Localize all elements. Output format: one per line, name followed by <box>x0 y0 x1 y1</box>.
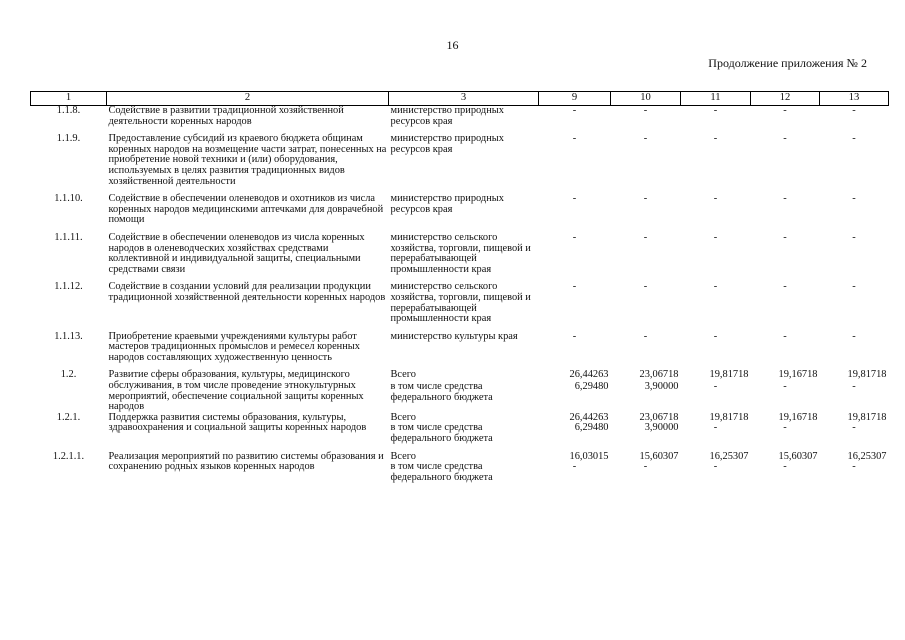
value-cell: 23,06718 <box>639 411 679 423</box>
value-cell: 15,60307 <box>639 450 679 462</box>
value-cell: - <box>643 330 648 342</box>
value-cell: - <box>852 422 856 434</box>
col-header: 13 <box>820 92 889 106</box>
item-responsible: министерство сельского хозяйства, торговли, пищевой и перерабатывающей промышленности края <box>390 281 531 325</box>
item-responsible: министерство сельского хозяйства, торговли, пищевой и перерабатывающей промышленности края <box>390 231 531 275</box>
value-cell: - <box>852 381 856 393</box>
value-cell: - <box>713 330 718 342</box>
table-header-row <box>31 92 889 106</box>
item-number: 1.1.11. <box>54 231 83 243</box>
item-responsible: министерство природных ресурсов края <box>390 105 504 127</box>
value-cell: - <box>852 105 856 116</box>
value-cell: - <box>713 381 718 393</box>
col-header: 9 <box>539 92 611 106</box>
value-cell: - <box>713 193 718 205</box>
value-cell: - <box>643 231 648 243</box>
value-cell: - <box>572 231 577 243</box>
value-cell: 16,25307 <box>709 450 749 462</box>
value-cell: 19,81718 <box>709 411 749 423</box>
item-responsible: Всего <box>390 369 416 381</box>
item-number: 1.2.1. <box>56 411 81 423</box>
item-responsible: министерство культуры края <box>390 330 518 342</box>
value-cell: - <box>852 330 856 342</box>
value-cell: - <box>783 231 787 243</box>
value-cell: - <box>713 231 718 243</box>
item-description: Содействие в развитии традиционной хозяйственной деятельности коренных народов <box>108 105 344 127</box>
item-number: 1.1.9. <box>56 133 81 145</box>
value-cell: 19,16718 <box>778 411 818 423</box>
item-description: Содействие в обеспечении оленеводов и охотников из числа коренных народов медицинскими аптечками для доврачебной помощи <box>108 193 384 226</box>
value-cell: - <box>713 422 718 434</box>
value-cell: - <box>643 461 648 473</box>
value-cell: - <box>572 133 577 145</box>
table-row <box>31 332 889 371</box>
item-number: 1.1.13. <box>54 330 83 342</box>
value-cell: - <box>783 105 787 116</box>
item-description: Реализация мероприятий по развитию системы образования и сохранению родных языков коренных народов <box>108 450 384 473</box>
value-cell: 3,90000 <box>644 381 679 393</box>
value-cell: 23,06718 <box>639 369 679 381</box>
item-number: 1.2. <box>60 369 77 381</box>
item-sub-responsible: в том числе средства федерального бюджета <box>390 422 493 445</box>
program-table <box>30 91 889 483</box>
col-header: 11 <box>681 92 751 106</box>
item-description: Содействие в обеспечении оленеводов из числа коренных народов в оленеводческих хозяйствах средствами коллективной и индивидуальной защиты, специальными средствами связи <box>108 231 365 275</box>
value-cell: 16,03015 <box>569 450 609 462</box>
value-cell: 15,60307 <box>778 450 818 462</box>
col-header: 10 <box>611 92 681 106</box>
value-cell: - <box>643 281 648 293</box>
col-header: 3 <box>389 92 539 106</box>
value-cell: - <box>643 193 648 205</box>
value-cell: - <box>713 281 718 293</box>
value-cell: 19,81718 <box>847 411 887 423</box>
item-responsible: министерство природных ресурсов края <box>390 193 504 215</box>
item-sub-responsible: в том числе средства федерального бюджета <box>390 381 493 403</box>
value-cell: - <box>572 330 577 342</box>
item-number: 1.2.1.1. <box>52 450 85 462</box>
table-row <box>31 233 889 282</box>
value-cell: - <box>783 133 787 145</box>
value-cell: 19,81718 <box>847 369 887 381</box>
page-number: 16 <box>446 38 459 52</box>
value-cell: - <box>713 461 718 473</box>
item-description: Поддержка развития системы образования, культуры, здравоохранения и социальной защиты коренных народов <box>108 411 367 434</box>
value-cell: - <box>783 381 787 393</box>
item-description: Предоставление субсидий из краевого бюджета общинам коренных народов на возмещение части затрат, понесенных на приобретение новой техники и (или) оборудования, используемых в целях развития традиционных видов хозяйственной деятельности <box>108 133 387 187</box>
value-cell: - <box>713 133 718 145</box>
item-responsible: Всего <box>390 450 416 462</box>
value-cell: - <box>852 281 856 293</box>
value-cell: - <box>713 105 718 116</box>
value-cell: 6,29480 <box>574 422 609 434</box>
value-cell: - <box>852 133 856 145</box>
continuation-title: Продолжение приложения № 2 <box>708 56 867 70</box>
table-row <box>31 194 889 233</box>
item-number: 1.1.10. <box>54 193 83 205</box>
item-responsible: министерство природных ресурсов края <box>390 133 504 155</box>
value-cell: - <box>643 105 648 116</box>
value-cell: - <box>783 281 787 293</box>
item-number: 1.1.8. <box>56 105 81 116</box>
value-cell: 19,81718 <box>709 369 749 381</box>
value-cell: - <box>572 281 577 293</box>
col-header: 12 <box>751 92 820 106</box>
value-cell: 3,90000 <box>644 422 679 434</box>
value-cell: - <box>852 193 856 205</box>
value-cell: 26,44263 <box>569 369 609 381</box>
value-cell: - <box>783 422 787 434</box>
value-cell: - <box>783 193 787 205</box>
value-cell: - <box>783 461 787 473</box>
value-cell: - <box>783 330 787 342</box>
value-cell: 16,25307 <box>847 450 887 462</box>
value-cell: - <box>572 193 577 205</box>
item-description: Содействие в создании условий для реализации продукции традиционной хозяйственной деятельности коренных народов <box>108 281 386 303</box>
table-row <box>31 106 889 135</box>
value-cell: 6,29480 <box>574 381 609 393</box>
col-header: 2 <box>107 92 389 106</box>
item-description: Развитие сферы образования, культуры, медицинского обслуживания, в том числе проведение этнокультурных мероприятий, обеспечение социальной защиты коренных народов <box>108 369 364 413</box>
col-header: 1 <box>31 92 107 106</box>
value-cell: - <box>643 133 648 145</box>
value-cell: - <box>852 231 856 243</box>
value-cell: - <box>572 105 577 116</box>
item-number: 1.1.12. <box>54 281 83 293</box>
value-cell: 26,44263 <box>569 411 609 423</box>
value-cell: - <box>572 461 577 473</box>
table-row <box>31 134 889 194</box>
value-cell: - <box>852 461 856 473</box>
table-row <box>31 282 889 331</box>
value-cell: 19,16718 <box>778 369 818 381</box>
item-responsible: Всего <box>390 411 416 423</box>
item-description: Приобретение краевыми учреждениями культуры работ мастеров традиционных промыслов и ремесел коренных народов составляющих художественную ценность <box>108 330 360 363</box>
item-sub-responsible: в том числе средства федерального бюджета <box>390 461 493 483</box>
